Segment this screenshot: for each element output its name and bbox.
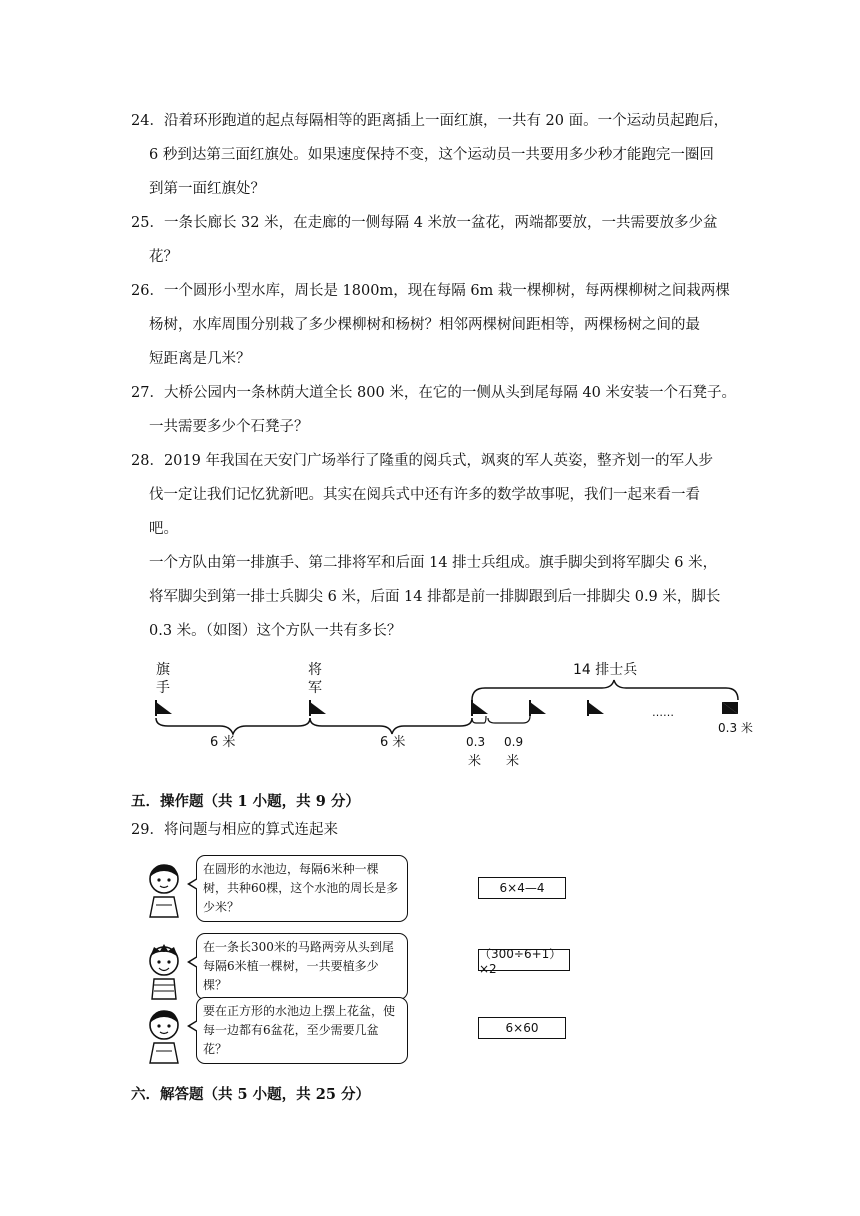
q28-line5: 将军脚尖到第一排士兵脚尖 6 米，后面 14 排都是前一排脚跟到后一排脚尖 0.9 米，脚长 xyxy=(149,589,721,605)
foot-length-brace xyxy=(472,716,486,723)
foot-markers xyxy=(156,700,738,716)
ellipsis: …… xyxy=(652,706,674,719)
q28-line2: 伐一定让我们记忆犹新吧。其实在阅兵式中还有许多的数学故事呢，我们一起来看一看 xyxy=(149,487,700,503)
flag-bearer-label-1: 旗 xyxy=(156,662,170,678)
q24-line2: 6 秒到达第三面红旗处。如果速度保持不变，这个运动员一共要用多少秒才能跑完一圈回 xyxy=(149,147,714,163)
section6-heading: 六．解答题（共 5 小题，共 25 分） xyxy=(131,1086,370,1103)
q29-prompt: 29．将问题与相应的算式连起来 xyxy=(131,822,338,838)
q28-line6: 0.3 米。（如图）这个方队一共有多长？ xyxy=(149,623,402,639)
gap2-label: 6 米 xyxy=(380,735,406,750)
formula-box-3[interactable]: 6×60 xyxy=(478,1017,566,1039)
q24-line3: 到第一面红旗处？ xyxy=(149,181,265,197)
general-label-2: 军 xyxy=(308,680,322,696)
q26-line1: 26．一个圆形小型水库，周长是 1800m，现在每隔 6m 栽一棵柳树，每两棵柳树之间栽两棵 xyxy=(131,283,730,299)
q25-line1: 25．一条长廊长 32 米，在走廊的一侧每隔 4 米放一盆花，两端都要放，一共需要放多少盆 xyxy=(131,215,718,231)
foot-soldier-2 xyxy=(530,702,546,714)
boy-avatar-icon xyxy=(140,941,188,1003)
soldiers-brace xyxy=(472,680,738,700)
q28-line3: 吧。 xyxy=(149,521,178,537)
formula-box-2[interactable]: （300÷6+1）×2 xyxy=(478,949,570,971)
step-label-2: 米 xyxy=(506,754,520,769)
q26-line3: 短距离是几米？ xyxy=(149,351,251,367)
q28-line4: 一个方队由第一排旗手、第二排将军和后面 14 排士兵组成。旗手脚尖到将军脚尖 6 米， xyxy=(149,555,718,571)
formation-diagram xyxy=(140,650,770,775)
girl-avatar-icon xyxy=(140,1005,188,1067)
foot-soldier-3 xyxy=(588,702,604,714)
end-foot-label: 0.3 米 xyxy=(718,721,753,735)
question-bubble-1: 在圆形的水池边，每隔6米种一棵树，共种60棵，这个水池的周长是多少米？ xyxy=(196,855,408,922)
section5-heading: 五．操作题（共 1 小题，共 9 分） xyxy=(131,793,360,810)
q26-line2: 杨树，水库周围分别栽了多少棵柳树和杨树？相邻两棵树间距相等，两棵杨树之间的最 xyxy=(149,317,700,333)
soldiers-label: 14 排士兵 xyxy=(573,662,638,678)
girl-avatar-icon xyxy=(140,859,188,921)
gap1-brace xyxy=(156,718,310,734)
foot-soldier-1 xyxy=(472,702,488,714)
question-bubble-2: 在一条长300米的马路两旁从头到尾每隔6米植一棵树，一共要植多少棵？ xyxy=(196,933,408,1000)
q24-line1: 24．沿着环形跑道的起点每隔相等的距离插上一面红旗，一共有 20 面。一个运动员起跑后， xyxy=(131,113,729,129)
foot-general xyxy=(310,702,326,714)
q28-line1: 28．2019 年我国在天安门广场举行了隆重的阅兵式，飒爽的军人英姿，整齐划一的军人步 xyxy=(131,453,713,469)
step-label-1: 0.9 xyxy=(504,735,524,749)
general-label-1: 将 xyxy=(308,662,322,678)
q27-line2: 一共需要多少个石凳子？ xyxy=(149,419,309,435)
gap1-label: 6 米 xyxy=(210,735,236,750)
flag-bearer-label-2: 手 xyxy=(156,680,170,696)
question-bubble-3: 要在正方形的水池边上摆上花盆，使每一边都有6盆花，至少需要几盆 花？ xyxy=(196,997,408,1064)
q25-line2: 花？ xyxy=(149,249,178,265)
gap2-brace xyxy=(310,718,472,734)
matching-exercise xyxy=(140,853,580,1073)
step-brace xyxy=(488,716,530,723)
foot-length-label-2: 米 xyxy=(468,754,482,769)
foot-flag-bearer xyxy=(156,702,172,714)
q27-line1: 27．大桥公园内一条林荫大道全长 800 米，在它的一侧从头到尾每隔 40 米安装一个石凳子。 xyxy=(131,385,737,401)
formula-box-1[interactable]: 6×4—4 xyxy=(478,877,566,899)
foot-length-label-1: 0.3 xyxy=(466,735,486,749)
